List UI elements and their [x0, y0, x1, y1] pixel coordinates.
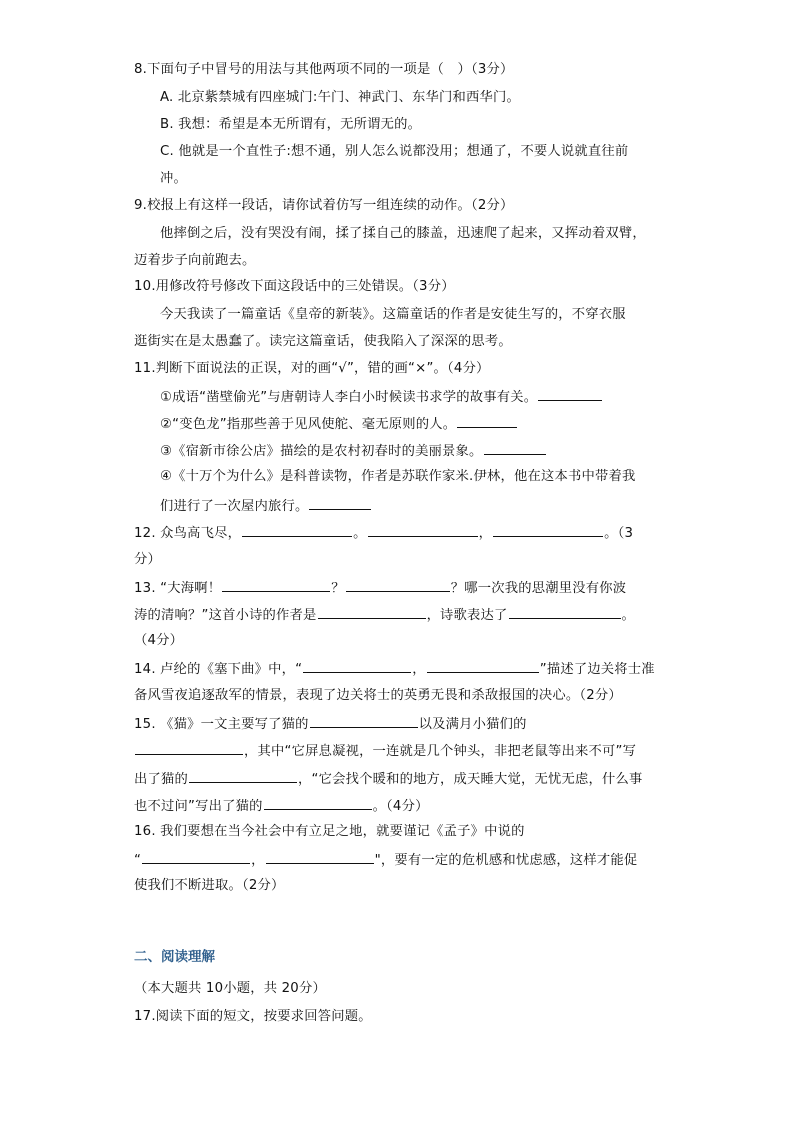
q16-line2: “ ， "，要有一定的危机感和忧虑感，这样才能促 [134, 853, 638, 868]
q11-item-4-cont: 们进行了一次屋内旅行。 [160, 497, 372, 515]
q8-stem: 8.下面句子中冒号的用法与其他两项不同的一项是（ ）（3分） [134, 62, 514, 77]
answer-blank[interactable] [346, 579, 450, 592]
q10-stem: 10.用修改符号修改下面这段话中的三处错误。（3分） [134, 279, 455, 294]
answer-blank[interactable] [222, 579, 330, 592]
answer-blank[interactable] [310, 715, 418, 728]
answer-blank[interactable] [493, 524, 603, 537]
q11-item-3: ③《宿新市徐公店》描绘的是农村初春时的美丽景象。 [160, 442, 547, 460]
q15-line3: 出了猫的 ，“它会找个暖和的地方，成天睡大觉，无忧无虑，什么事 [134, 772, 643, 787]
answer-blank[interactable] [427, 660, 539, 673]
q11-item-2: ②“变色龙”指那些善于见风使舵、毫无原则的人。 [160, 415, 518, 433]
q15-line2: ，其中“它屏息凝视，一连就是几个钟头，非把老鼠等出来不可”写 [134, 742, 636, 760]
answer-blank[interactable] [509, 606, 621, 619]
answer-blank[interactable] [484, 442, 546, 455]
q10-passage-line1: 今天我读了一篇童话《皇帝的新装》。这篇童话的作者是安徒生写的，不穿衣服 [160, 307, 626, 322]
q8-option-c: C. 他就是一个直性子:想不通，别人怎么说都没用；想通了，不要人说就直往前 [160, 144, 629, 159]
q12-line2: 分） [134, 552, 161, 567]
q16-line1: 16. 我们要想在当今社会中有立足之地，就要谨记《孟子》中说的 [134, 824, 525, 839]
q8-option-a: A. 北京紫禁城有四座城门:午门、神武门、东华门和西华门。 [160, 90, 521, 105]
q11-item-4: ④《十万个为什么》是科普读物，作者是苏联作家米.伊林，他在这本书中带着我 [160, 469, 636, 484]
answer-blank[interactable] [189, 770, 297, 783]
answer-blank[interactable] [368, 524, 478, 537]
answer-blank[interactable] [264, 797, 372, 810]
section-heading: 二、阅读理解 [134, 949, 215, 965]
answer-blank[interactable] [457, 415, 517, 428]
q9-stem: 9.校报上有这样一段话，请你试着仿写一组连续的动作。（2分） [134, 198, 514, 213]
answer-blank[interactable] [242, 524, 352, 537]
answer-blank[interactable] [135, 742, 243, 755]
section-note: （本大题共 10小题，共 20分） [134, 981, 326, 996]
q10-passage-line2: 逛街实在是太愚蠢了。读完这篇童话，使我陷入了深深的思考。 [134, 334, 512, 349]
q9-passage-line1: 他摔倒之后，没有哭没有闹，揉了揉自己的膝盖，迅速爬了起来，又挥动着双臂， [160, 226, 646, 241]
answer-blank[interactable] [142, 851, 250, 864]
q8-option-b: B. 我想：希望是本无所谓有，无所谓无的。 [160, 117, 422, 132]
q11-item-1: ①成语“凿壁偷光”与唐朝诗人李白小时候读书求学的故事有关。 [160, 388, 603, 406]
q13-line2: 涛的清响？”这首小诗的作者是 ，诗歌表达了 。 [134, 608, 636, 623]
q16-line3: 使我们不断进取。（2分） [134, 878, 285, 893]
answer-blank[interactable] [309, 497, 371, 510]
q8-option-c-cont: 冲。 [160, 171, 187, 186]
q14-line2: 备风雪夜追逐敌军的情景，表现了边关将士的英勇无畏和杀敌报国的决心。（2分） [134, 688, 622, 703]
q12-line1: 12. 众鸟高飞尽， 。 ， 。（3 [134, 526, 634, 541]
q14-line1: 14. 卢纶的《塞下曲》中，“ ， ”描述了边关将士准 [134, 662, 655, 677]
answer-blank[interactable] [538, 388, 602, 401]
q15-line1: 15. 《猫》一文主要写了猫的 以及满月小猫们的 [134, 717, 527, 732]
q15-line4: 也不过问”写出了猫的 。（4分） [134, 799, 429, 814]
answer-blank[interactable] [318, 606, 426, 619]
q11-stem: 11.判断下面说法的正误，对的画“√”，错的画“×”。（4分） [134, 361, 490, 376]
q13-line1: 13. “大海啊！ ？ ？哪一次我的思潮里没有你波 [134, 581, 627, 596]
answer-blank[interactable] [266, 851, 374, 864]
answer-blank[interactable] [303, 660, 411, 673]
q9-passage-line2: 迈着步子向前跑去。 [134, 253, 256, 268]
q13-line3: （4分） [134, 633, 184, 648]
q17-stem: 17.阅读下面的短文，按要求回答问题。 [134, 1009, 372, 1024]
